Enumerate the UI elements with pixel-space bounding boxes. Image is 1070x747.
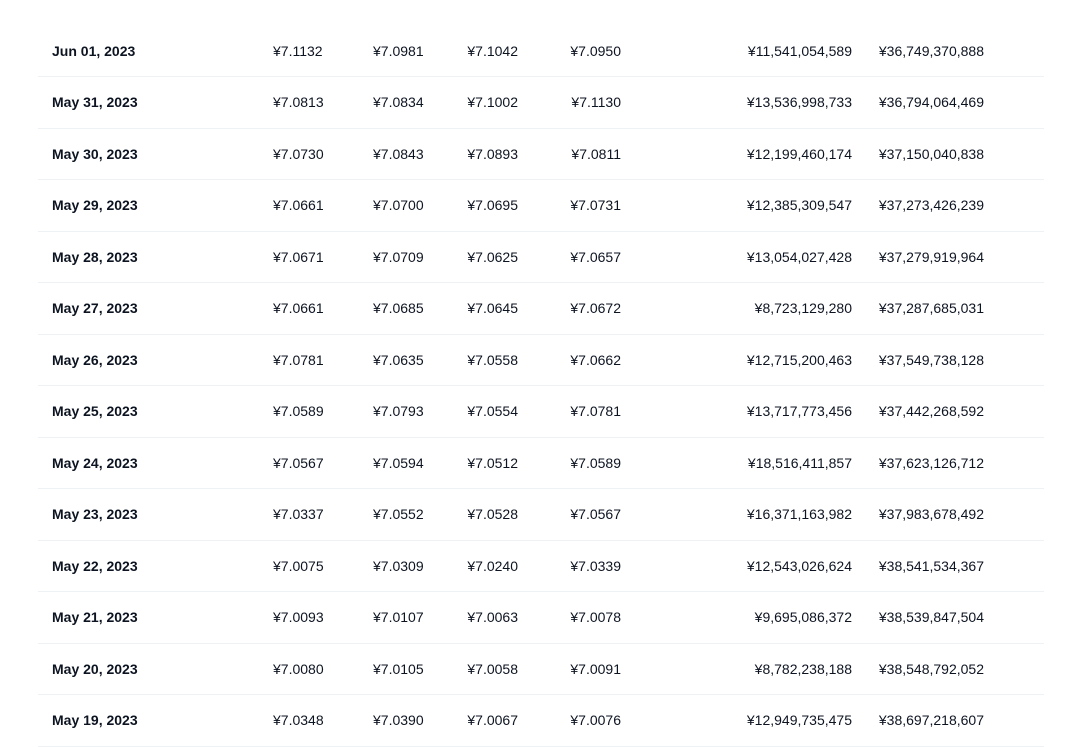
high-cell: ¥7.0105 xyxy=(373,660,424,677)
high-cell: ¥7.0552 xyxy=(373,506,424,523)
volume-cell: ¥13,536,998,733 xyxy=(746,94,852,111)
low-cell: ¥7.0528 xyxy=(467,506,518,523)
high-cell: ¥7.0685 xyxy=(373,300,424,317)
high-cell: ¥7.0700 xyxy=(373,197,424,214)
table-row xyxy=(38,540,1044,592)
high-cell: ¥7.0107 xyxy=(373,609,424,626)
date-cell: May 30, 2023 xyxy=(52,145,138,162)
table-row xyxy=(38,643,1044,695)
close-cell: ¥7.1130 xyxy=(571,94,621,111)
open-cell: ¥7.0093 xyxy=(273,609,324,626)
market-cap-cell: ¥37,279,919,964 xyxy=(878,248,984,265)
spacer-cell xyxy=(998,437,1044,489)
date-cell: May 27, 2023 xyxy=(52,300,138,317)
close-cell: ¥7.0781 xyxy=(570,403,621,420)
low-cell: ¥7.0695 xyxy=(467,197,518,214)
volume-cell: ¥12,199,460,174 xyxy=(746,145,852,162)
market-cap-cell: ¥38,539,847,504 xyxy=(878,609,984,626)
close-cell: ¥7.0672 xyxy=(570,300,621,317)
volume-cell: ¥12,715,200,463 xyxy=(746,351,852,368)
table-row xyxy=(38,25,1044,77)
open-cell: ¥7.1132 xyxy=(273,42,323,59)
table-row xyxy=(38,128,1044,180)
spacer-cell xyxy=(998,180,1044,232)
date-cell: Jun 01, 2023 xyxy=(52,42,136,59)
date-cell: May 19, 2023 xyxy=(52,712,138,729)
low-cell: ¥7.0625 xyxy=(467,248,518,265)
table-row xyxy=(38,283,1044,335)
low-cell: ¥7.0063 xyxy=(467,609,518,626)
volume-cell: ¥8,782,238,188 xyxy=(754,660,852,677)
market-cap-cell: ¥37,442,268,592 xyxy=(878,403,984,420)
table-row xyxy=(38,592,1044,644)
spacer-cell xyxy=(998,25,1044,77)
low-cell: ¥7.0893 xyxy=(467,145,518,162)
spacer-cell xyxy=(998,489,1044,541)
date-cell: May 22, 2023 xyxy=(52,557,138,574)
volume-cell: ¥16,371,163,982 xyxy=(746,506,852,523)
market-cap-cell: ¥38,697,218,607 xyxy=(878,712,984,729)
volume-cell: ¥8,723,129,280 xyxy=(754,300,852,317)
market-cap-cell: ¥37,287,685,031 xyxy=(878,300,984,317)
date-cell: May 26, 2023 xyxy=(52,351,138,368)
date-cell: May 28, 2023 xyxy=(52,248,138,265)
open-cell: ¥7.0337 xyxy=(273,506,324,523)
high-cell: ¥7.0309 xyxy=(373,557,424,574)
table-row xyxy=(38,180,1044,232)
high-cell: ¥7.0981 xyxy=(373,42,424,59)
spacer-cell xyxy=(998,386,1044,438)
high-cell: ¥7.0843 xyxy=(373,145,424,162)
close-cell: ¥7.0078 xyxy=(570,609,621,626)
volume-cell: ¥12,385,309,547 xyxy=(746,197,852,214)
market-cap-cell: ¥36,794,064,469 xyxy=(878,94,984,111)
volume-cell: ¥13,054,027,428 xyxy=(746,248,852,265)
date-cell: May 25, 2023 xyxy=(52,403,138,420)
date-cell: May 20, 2023 xyxy=(52,660,138,677)
table-row xyxy=(38,695,1044,747)
close-cell: ¥7.0811 xyxy=(571,145,621,162)
close-cell: ¥7.0589 xyxy=(570,454,621,471)
open-cell: ¥7.0813 xyxy=(273,94,324,111)
volume-cell: ¥9,695,086,372 xyxy=(754,609,852,626)
low-cell: ¥7.0558 xyxy=(467,351,518,368)
open-cell: ¥7.0781 xyxy=(273,351,324,368)
open-cell: ¥7.0567 xyxy=(273,454,324,471)
market-cap-cell: ¥37,150,040,838 xyxy=(878,145,984,162)
open-cell: ¥7.0075 xyxy=(273,557,324,574)
low-cell: ¥7.1042 xyxy=(467,42,518,59)
high-cell: ¥7.0594 xyxy=(373,454,424,471)
market-cap-cell: ¥38,548,792,052 xyxy=(878,660,984,677)
low-cell: ¥7.0554 xyxy=(467,403,518,420)
spacer-cell xyxy=(998,334,1044,386)
date-cell: May 29, 2023 xyxy=(52,197,138,214)
high-cell: ¥7.0793 xyxy=(373,403,424,420)
low-cell: ¥7.0512 xyxy=(467,454,518,471)
spacer-cell xyxy=(998,231,1044,283)
open-cell: ¥7.0589 xyxy=(273,403,324,420)
open-cell: ¥7.0080 xyxy=(273,660,324,677)
date-cell: May 31, 2023 xyxy=(52,94,138,111)
high-cell: ¥7.0390 xyxy=(373,712,424,729)
close-cell: ¥7.0091 xyxy=(570,660,621,677)
volume-cell: ¥12,543,026,624 xyxy=(746,557,852,574)
table-row xyxy=(38,231,1044,283)
open-cell: ¥7.0671 xyxy=(273,248,324,265)
date-cell: May 21, 2023 xyxy=(52,609,138,626)
high-cell: ¥7.0635 xyxy=(373,351,424,368)
market-cap-cell: ¥37,983,678,492 xyxy=(878,506,984,523)
spacer-cell xyxy=(998,128,1044,180)
spacer-cell xyxy=(998,283,1044,335)
market-cap-cell: ¥36,749,370,888 xyxy=(878,42,984,59)
volume-cell: ¥12,949,735,475 xyxy=(746,712,852,729)
close-cell: ¥7.0950 xyxy=(570,42,621,59)
low-cell: ¥7.0058 xyxy=(467,660,518,677)
low-cell: ¥7.0240 xyxy=(467,557,518,574)
close-cell: ¥7.0076 xyxy=(570,712,621,729)
close-cell: ¥7.0567 xyxy=(570,506,621,523)
open-cell: ¥7.0661 xyxy=(273,197,324,214)
close-cell: ¥7.0657 xyxy=(570,248,621,265)
market-cap-cell: ¥37,549,738,128 xyxy=(878,351,984,368)
historical-data-table-container xyxy=(38,25,1044,747)
date-cell: May 23, 2023 xyxy=(52,506,138,523)
spacer-cell xyxy=(998,77,1044,129)
spacer-cell xyxy=(998,695,1044,747)
low-cell: ¥7.1002 xyxy=(467,94,518,111)
table-row xyxy=(38,77,1044,129)
market-cap-cell: ¥38,541,534,367 xyxy=(878,557,984,574)
low-cell: ¥7.0645 xyxy=(467,300,518,317)
high-cell: ¥7.0834 xyxy=(373,94,424,111)
spacer-cell xyxy=(998,540,1044,592)
close-cell: ¥7.0731 xyxy=(570,197,621,214)
low-cell: ¥7.0067 xyxy=(467,712,518,729)
volume-cell: ¥18,516,411,857 xyxy=(747,454,852,471)
table-row xyxy=(38,489,1044,541)
open-cell: ¥7.0730 xyxy=(273,145,324,162)
table-body xyxy=(38,25,1044,746)
high-cell: ¥7.0709 xyxy=(373,248,424,265)
historical-data-table xyxy=(38,25,1044,747)
table-row xyxy=(38,334,1044,386)
spacer-cell xyxy=(998,643,1044,695)
date-cell: May 24, 2023 xyxy=(52,454,138,471)
table-row xyxy=(38,386,1044,438)
volume-cell: ¥13,717,773,456 xyxy=(746,403,852,420)
market-cap-cell: ¥37,273,426,239 xyxy=(878,197,984,214)
market-cap-cell: ¥37,623,126,712 xyxy=(878,454,984,471)
volume-cell: ¥11,541,054,589 xyxy=(747,42,852,59)
spacer-cell xyxy=(998,592,1044,644)
open-cell: ¥7.0661 xyxy=(273,300,324,317)
table-row xyxy=(38,437,1044,489)
open-cell: ¥7.0348 xyxy=(273,712,324,729)
close-cell: ¥7.0662 xyxy=(570,351,621,368)
close-cell: ¥7.0339 xyxy=(570,557,621,574)
